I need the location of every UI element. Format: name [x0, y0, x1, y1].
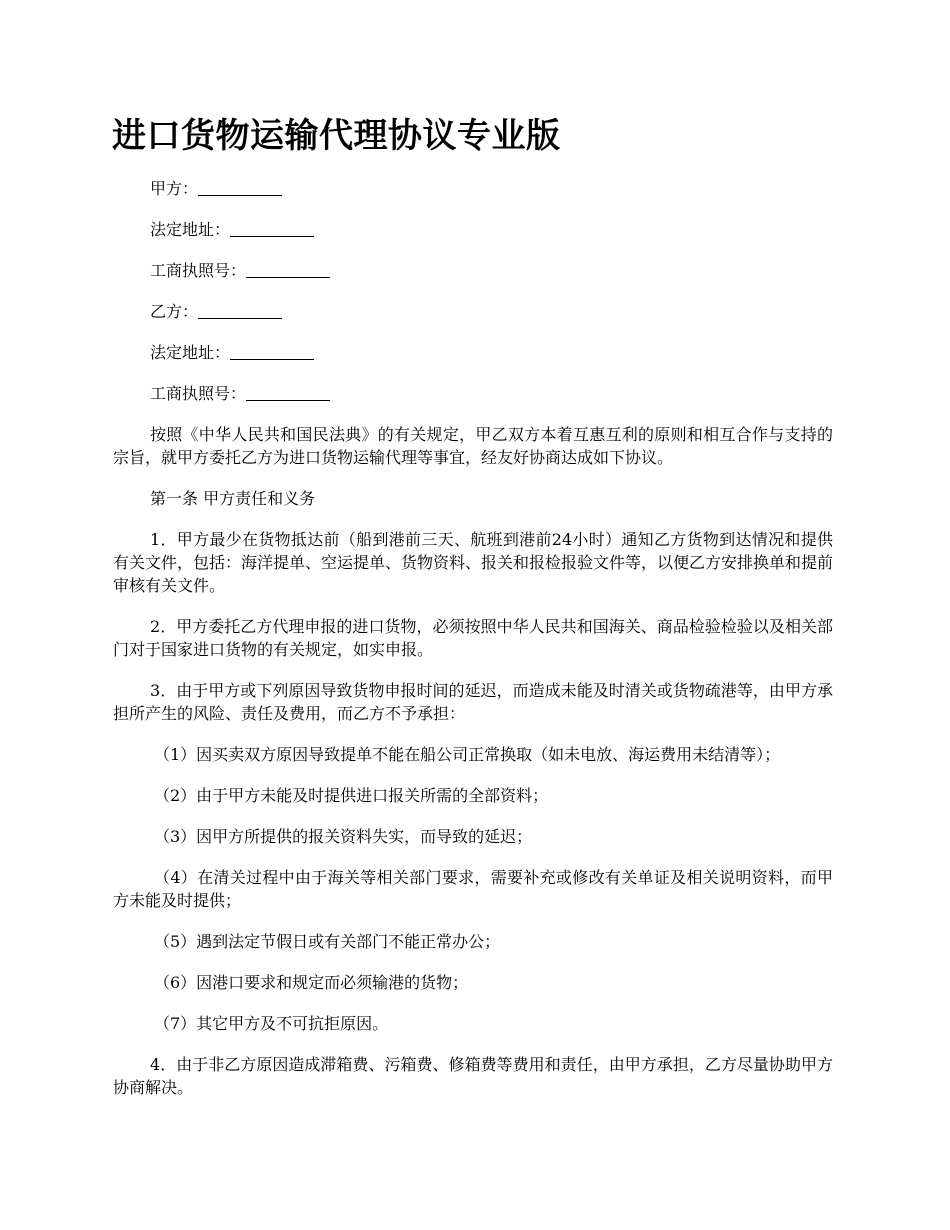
clause-4: 4．由于非乙方原因造成滞箱费、污箱费、修箱费等费用和责任，由甲方承担，乙方尽量协助甲方协商解决。: [113, 1055, 833, 1097]
party-b-blank: [198, 302, 282, 319]
party-a-license-field: [113, 259, 833, 282]
party-b-license-label: 工商执照号：: [150, 384, 247, 403]
document-body: [113, 177, 833, 1117]
party-a-address-label: 法定地址：: [150, 220, 231, 239]
party-a-label: 甲方：: [150, 179, 199, 198]
sub-item-7: （7）其它甲方及不可抗拒原因。: [154, 1014, 389, 1033]
clause-2: 2．甲方委托乙方代理申报的进口货物，必须按照中华人民共和国海关、商品检验检验以及相关部门对于国家进口货物的有关规定，如实申报。: [113, 617, 833, 659]
party-b-license-field: [113, 382, 833, 405]
party-a-address-field: [113, 218, 833, 241]
sub-item-3: （3）因甲方所提供的报关资料失实，而导致的延迟；: [154, 827, 533, 846]
party-b-field: [113, 300, 833, 323]
party-b-address-field: [113, 341, 833, 364]
party-a-field: [113, 177, 833, 200]
clause-1: 1．甲方最少在货物抵达前（船到港前三天、航班到港前24小时）通知乙方货物到达情况和提供有关文件，包括：海洋提单、空运提单、货物资料、报关和报检报验文件等，以便乙方安排换单和提前审核有关文件。: [113, 530, 834, 595]
sub-item-1: （1）因买卖双方原因导致提单不能在船公司正常换取（如未电放、海运费用未结清等）；: [154, 745, 781, 764]
clause-3: 3．由于甲方或下列原因导致货物申报时间的延迟，而造成未能及时清关或货物疏港等，由甲方承担所产生的风险、责任及费用，而乙方不予承担：: [113, 681, 833, 723]
party-a-address-blank: [230, 220, 314, 237]
party-a-license-blank: [246, 261, 330, 278]
article-1-heading: 第一条 甲方责任和义务: [150, 489, 316, 508]
party-b-license-blank: [246, 384, 330, 401]
sub-item-5: （5）遇到法定节假日或有关部门不能正常办公；: [154, 932, 501, 951]
party-b-address-blank: [230, 343, 314, 360]
party-a-license-label: 工商执照号：: [150, 261, 247, 280]
sub-item-2: （2）由于甲方未能及时提供进口报关所需的全部资料；: [154, 786, 549, 805]
sub-item-6: （6）因港口要求和规定而必须输港的货物；: [154, 973, 469, 992]
preamble-paragraph: 按照《中华人民共和国民法典》的有关规定，甲乙双方本着互惠互利的原则和相互合作与支持的宗旨，就甲方委托乙方为进口货物运输代理等事宜，经友好协商达成如下协议。: [113, 425, 833, 467]
party-b-label: 乙方：: [150, 302, 199, 321]
document-title: 进口货物运输代理协议专业版: [112, 116, 561, 156]
party-a-blank: [198, 179, 282, 196]
party-b-address-label: 法定地址：: [150, 343, 231, 362]
sub-item-4: （4）在清关过程中由于海关等相关部门要求，需要补充或修改有关单证及相关说明资料，而甲方未能及时提供；: [113, 868, 833, 910]
